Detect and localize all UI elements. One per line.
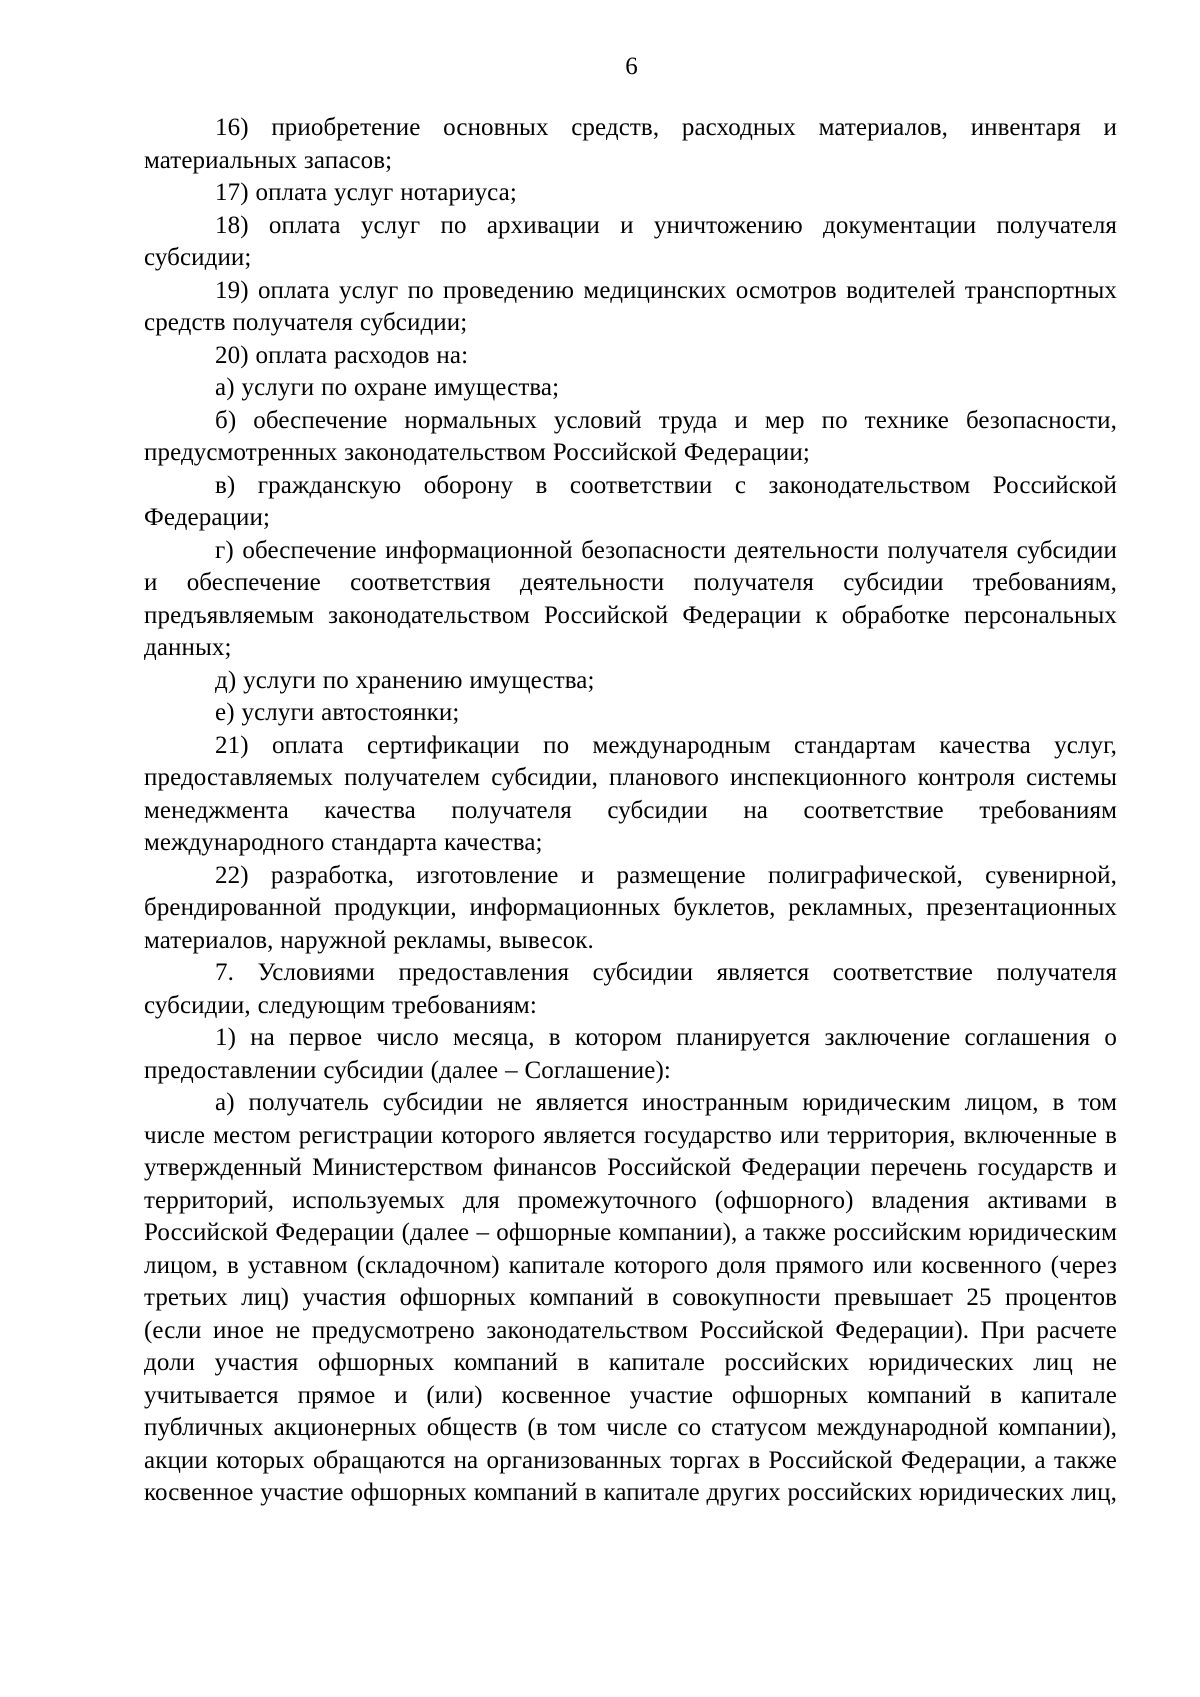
page-number: 6 bbox=[625, 53, 638, 80]
paragraph-item-22: 22) разработка, изготовление и размещение полиграфической, сувенирной, брендированной продукции, информационных буклетов, рекламных, презентационных материалов, наружной рекламы, вывесок. bbox=[144, 861, 1117, 954]
paragraph-condition-1: 1) на первое число месяца, в котором планируется заключение соглашения о предоставлении субсидии (далее – Соглашение): bbox=[144, 1024, 1117, 1084]
paragraph-item-16: 16) приобретение основных средств, расходных материалов, инвентаря и материальных запасов; bbox=[144, 114, 1117, 174]
paragraph-section-7: 7. Условиями предоставления субсидии является соответствие получателя субсидии, следующим требованиям: bbox=[144, 959, 1117, 1019]
paragraph-condition-1a: а) получатель субсидии не является иностранным юридическим лицом, в том числе местом регистрации которого является государство или территория, включенные в утвержденный Министерством финансов Российской Федерации перечень государств и территорий, используемых для промежуточного (офшорного) владения активами в Российской Федерации (далее – офшорные компании), а также российским юридическим лицом, в уставном (складочном) капитале которого доля прямого или косвенного (через третьих лиц) участия офшорных компаний в совокупности превышает 25 процентов (если иное не предусмотрено законодательством Российской Федерации). При расчете доли участия офшорных компаний в капитале российских юридических лиц не учитывается прямое и (или) косвенное участие офшорных компаний в капитале публичных акционерных обществ (в том числе со статусом международной компании), акции которых обращаются на организованных торгах в Российской Федерации, а также косвенное участие офшорных компаний в капитале других российских юридических лиц, bbox=[144, 1089, 1117, 1506]
document-page bbox=[144, 52, 1117, 1510]
paragraph-subitem-v: в) гражданскую оборону в соответствии с законодательством Российской Федерации; bbox=[144, 471, 1117, 531]
paragraph-item-20: 20) оплата расходов на: bbox=[215, 341, 469, 369]
paragraph-subitem-g: г) обеспечение информационной безопасности деятельности получателя субсидии и обеспечение соответствия деятельности получателя субсидии требованиям, предъявляемым законодательством Российской Федерации к обработке персональных данных; bbox=[144, 536, 1117, 661]
paragraph-item-21: 21) оплата сертификации по международным стандартам качества услуг, предоставляемых получателем субсидии, планового инспекционного контроля системы менеджмента качества получателя субсидии на соответствие требованиям международного стандарта качества; bbox=[144, 731, 1117, 856]
paragraph-item-18: 18) оплата услуг по архивации и уничтожению документации получателя субсидии; bbox=[144, 211, 1117, 271]
paragraph-item-19: 19) оплата услуг по проведению медицинских осмотров водителей транспортных средств получателя субсидии; bbox=[144, 276, 1117, 336]
paragraph-item-17: 17) оплата услуг нотариуса; bbox=[215, 179, 517, 206]
paragraph-subitem-a: а) услуги по охране имущества; bbox=[215, 374, 560, 401]
paragraph-subitem-d: д) услуги по хранению имущества; bbox=[215, 666, 595, 694]
paragraph-subitem-e: е) услуги автостоянки; bbox=[215, 699, 460, 726]
paragraph-subitem-b: б) обеспечение нормальных условий труда и мер по технике безопасности, предусмотренных законодательством Российской Федерации; bbox=[144, 406, 1117, 466]
